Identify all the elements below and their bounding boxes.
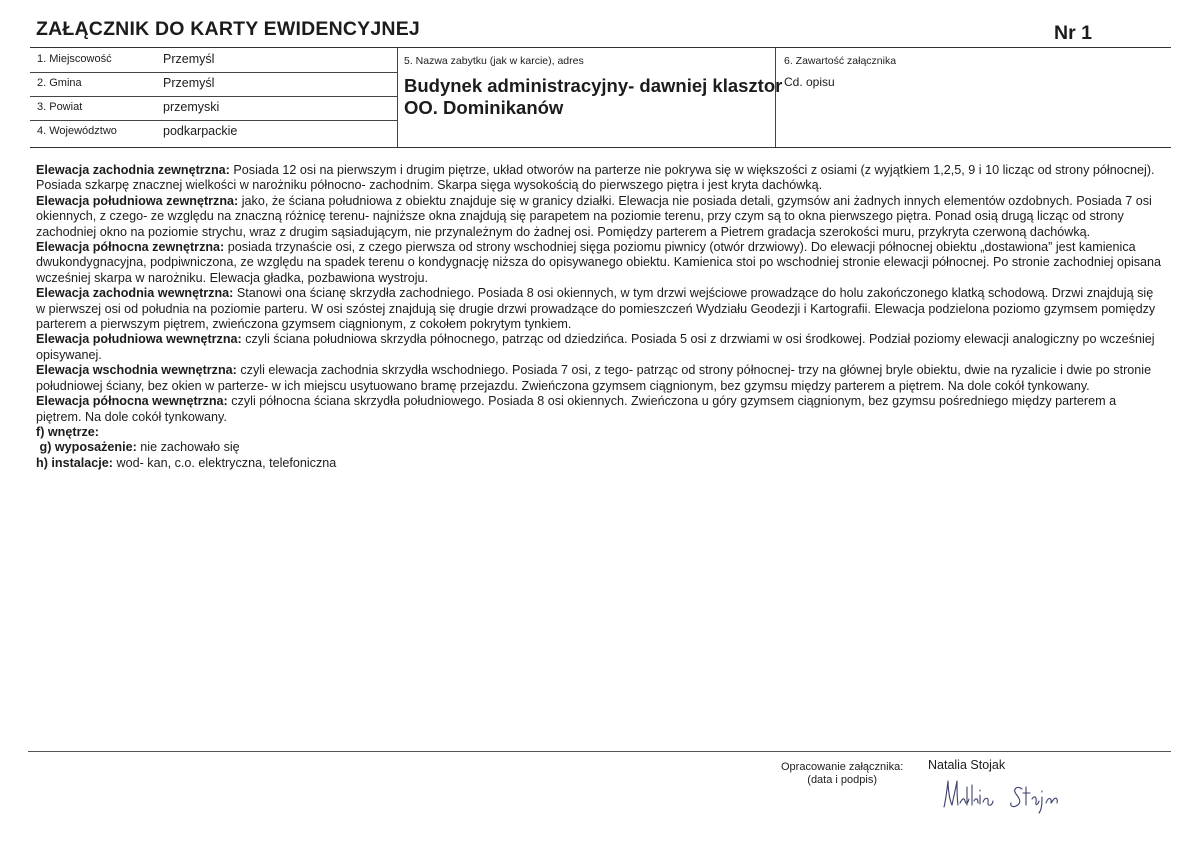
field-row-locality	[30, 48, 397, 73]
section-text: wod- kan, c.o. elektryczna, telefoniczna	[112, 455, 337, 470]
section-heading: Elewacja północna wewnętrzna:	[36, 394, 228, 409]
attachment-number: Nr 1	[1054, 22, 1092, 44]
section-heading: Elewacja północna zewnętrzna:	[36, 240, 225, 255]
section-text: czyli ściana południowa skrzydła północnego, patrząc od dziedzińca. Posiada 5 osi z drzwiami w osi środkowej. Podział poziomy elewacji analogiczny po wcześniej opisywanej.	[36, 332, 1155, 362]
section-text: czyli północna ściana skrzydła południowego. Posiada 8 osi okiennych. Zwieńczona u góry gzymsem ciągnionym, bez gzymsu pośredniego między parterem a piętrem. Na dole cokół tynkowany.	[36, 394, 1117, 424]
section-paragraph	[36, 363, 1162, 394]
prepared-by-label-line1: Opracowanie załącznika:	[781, 761, 904, 773]
field-value: Przemyśl	[163, 76, 215, 90]
description-body	[36, 163, 1162, 471]
section-heading: Elewacja południowa wewnętrzna:	[36, 332, 242, 347]
field-label: 4. Województwo	[37, 125, 117, 137]
field-value: Przemyśl	[163, 52, 215, 66]
attachment-content-value: Cd. opisu	[784, 75, 835, 89]
section-paragraph	[36, 286, 1162, 332]
section-heading: Elewacja wschodnia wewnętrzna:	[36, 363, 237, 378]
section-heading: h) instalacje:	[36, 455, 113, 470]
author-name: Natalia Stojak	[928, 758, 1006, 772]
monument-name: Budynek administracyjny- dawniej klasztor OO. Dominikanów	[404, 75, 783, 118]
column-divider	[397, 48, 398, 147]
field-value: przemyski	[163, 100, 220, 114]
field-row-commune	[30, 72, 397, 97]
header-table	[30, 48, 1171, 148]
section-paragraph	[36, 456, 1162, 471]
section-paragraph	[36, 194, 1162, 240]
field-label: 1. Miejscowość	[37, 53, 112, 65]
bottom-divider	[28, 751, 1171, 752]
section-text: jako, że ściana południowa z obiektu znajduje się w granicy działki. Elewacja nie posiada detali, gzymsów ani żadnych innych elementów ozdobnych. Posiada 7 osi okiennych, z czego- ze względu na znaczną różnicę terenu- najniższe okna znajdują się parapetem na poziomie terenu, przy czym są to okna pierwszego piętra. Ponad osią drugą licząc od strony zachodniej okno na poziomie strychu, wraz z drugim sąsiadującym, nie przynależnym do żadnej osi. Pomiędzy parterem a Pietrem gradacja szerokości muru, przykryta czerwoną dachówką.	[36, 193, 1152, 239]
attachment-content-label: 6. Zawartość załącznika	[784, 55, 897, 67]
section-heading: g) wyposażenie:	[36, 440, 137, 455]
section-heading: Elewacja zachodnia zewnętrzna:	[36, 163, 230, 177]
monument-label: 5. Nazwa zabytku (jak w karcie), adres	[404, 55, 584, 67]
section-text: czyli elewacja zachodnia skrzydła wschodniego. Posiada 7 osi, z tego- patrząc od strony północnej- trzy na głównej bryle obiektu, dwie na ryzalicie i dwie po stronie południowej ściany, bez okien w parterze- w ich miejscu usytuowano bramę przejazdu. Zwieńczona gzymsem ciągnionym, bez gzymsu między parterem a piętrem. Na dole cokół tynkowany.	[36, 363, 1152, 393]
section-text: posiada trzynaście osi, z czego pierwsza od strony wschodniej sięga poziomu piwnicy (otwór drzwiowy). Do elewacji północnej obiektu „dostawiona” jest kamienica dwukondygnacyjna, podpiwniczona, ze względu na spadek terenu o kondygnację niższa do opisywanego obiektu. Kamienica stoi po wschodniej stronie elewacji północnej. Po stronie zachodniej opisana wcześniej skarpa w narożniku. Elewacja gładka, pozbawiona wystroju.	[36, 240, 1162, 285]
section-paragraph	[36, 240, 1162, 286]
field-value: podkarpackie	[163, 124, 238, 138]
section-paragraph	[36, 332, 1162, 363]
section-heading: f) wnętrze:	[36, 424, 99, 439]
field-row-voivodeship	[30, 120, 397, 147]
field-label: 3. Powiat	[37, 101, 83, 113]
field-label: 2. Gmina	[37, 77, 82, 89]
section-text: nie zachowało się	[136, 440, 240, 455]
document-title: ZAŁĄCZNIK DO KARTY EWIDENCYJNEJ	[36, 18, 420, 40]
section-paragraph	[36, 163, 1162, 194]
section-heading: Elewacja zachodnia wewnętrzna:	[36, 286, 234, 301]
prepared-by-label	[781, 761, 903, 787]
section-heading: Elewacja południowa zewnętrzna:	[36, 193, 239, 208]
field-row-county	[30, 96, 397, 121]
section-paragraph	[36, 440, 1162, 455]
prepared-by-label-line2: (data i podpis)	[807, 774, 877, 786]
section-paragraph	[36, 425, 1162, 440]
section-text: Stanowi ona ścianę skrzydła zachodniego. Posiada 8 osi okiennych, w tym drzwi wejściowe prowadzące do holu zakończonego klatką schodową. Drzwi znajdują się w pierwszej osi od południa na poziomie parteru. W osi szóstej znajdują się drugie drzwi prowadzące do pomieszczeń Wydziału Geodezji i Kartografii. Elewacja podzielona poziomo gzymsem pomiędzy parterem a pierwszym piętrem, zwieńczona gzymsem ciągnionym, z cokołem pokrytym tynkiem.	[36, 286, 1156, 332]
handwritten-signature	[938, 775, 1078, 815]
section-paragraph	[36, 394, 1162, 425]
section-text: Posiada 12 osi na pierwszym i drugim piętrze, układ otworów na parterze nie pokrywa się w większości z osiami (z wyjątkiem 1,2,5, 9 i 10 licząc od strony północnej). Posiada szkarpę znacznej wielkości w narożniku północno- zachodnim. Skarpa sięga wysokością do pierwszego piętra i jest kryta dachówką.	[36, 163, 1155, 193]
